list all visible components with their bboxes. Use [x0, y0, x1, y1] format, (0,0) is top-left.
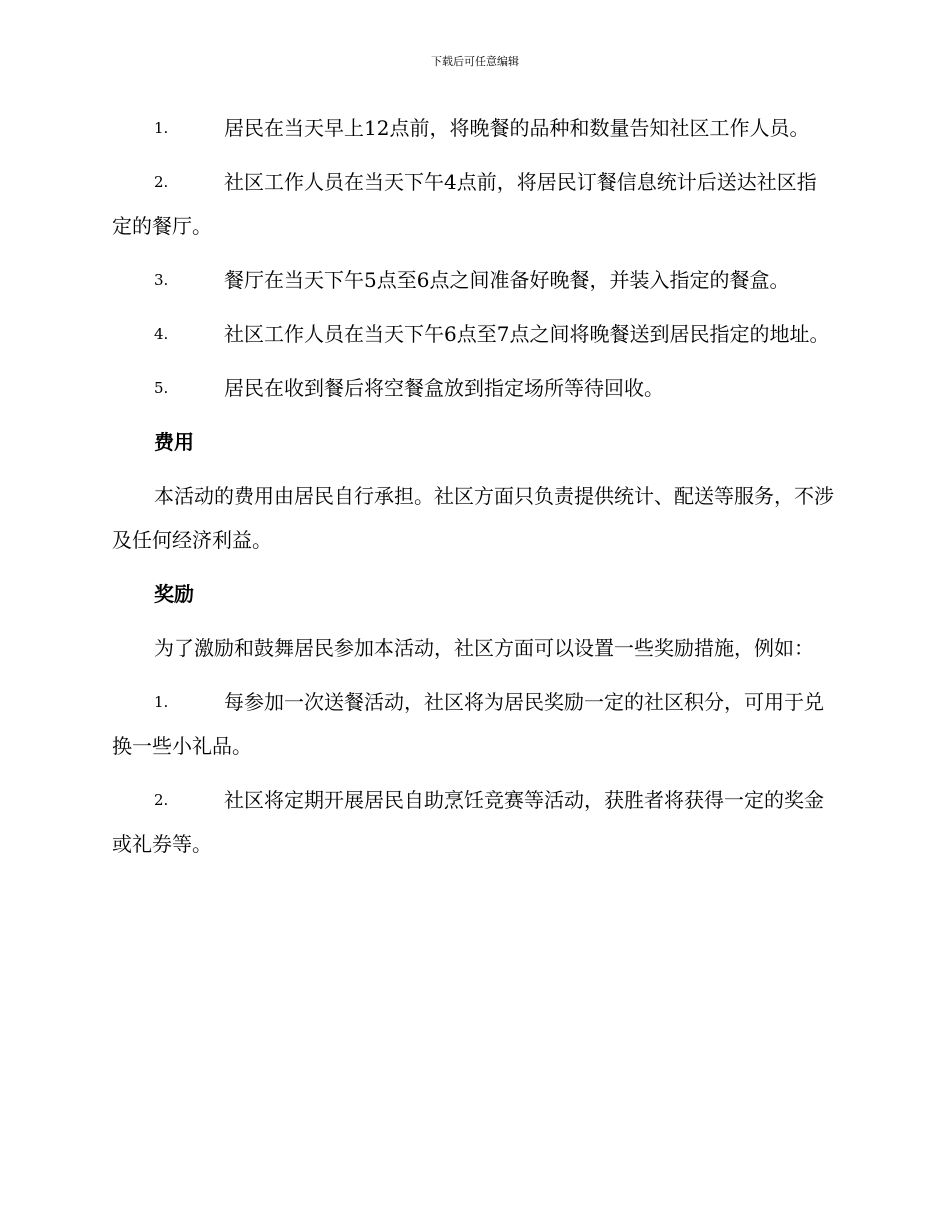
- list-text: 居民在当天早上12点前，将晚餐的品种和数量告知社区工作人员。: [224, 116, 810, 140]
- list-text: 社区将定期开展居民自助烹饪竞赛等活动，获胜者将获得一定的奖金或礼券等。: [112, 788, 824, 856]
- list-item: [112, 312, 836, 356]
- list-text: 每参加一次送餐活动，社区将为居民奖励一定的社区积分，可用于兑换一些小礼品。: [112, 690, 824, 758]
- reward-intro-paragraph: 为了激励和鼓舞居民参加本活动，社区方面可以设置一些奖励措施，例如：: [154, 636, 814, 660]
- cost-paragraph: 本活动的费用由居民自行承担。社区方面只负责提供统计、配送等服务，不涉及任何经济利益。: [112, 484, 834, 552]
- section-heading-cost: 费用: [154, 430, 194, 454]
- list-item: [112, 160, 836, 248]
- list-item: [112, 680, 836, 768]
- list-item: [112, 778, 836, 866]
- list-number: 2.: [154, 791, 169, 809]
- list-text: 居民在收到餐后将空餐盒放到指定场所等待回收。: [224, 376, 664, 400]
- section-heading-reward: 奖励: [154, 582, 194, 606]
- document-body: [112, 106, 836, 876]
- list-text: 社区工作人员在当天下午6点至7点之间将晚餐送到居民指定的地址。: [224, 322, 830, 346]
- list-number: 2.: [154, 173, 169, 191]
- page-header: 下载后可任意编辑: [431, 55, 519, 68]
- list-number: 4.: [154, 325, 169, 343]
- list-text: 社区工作人员在当天下午4点前，将居民订餐信息统计后送达社区指定的餐厅。: [112, 170, 817, 238]
- list-item: [112, 106, 836, 150]
- list-number: 1.: [154, 693, 169, 711]
- list-number: 1.: [154, 119, 169, 137]
- list-text: 餐厅在当天下午5点至6点之间准备好晚餐，并装入指定的餐盒。: [224, 268, 790, 292]
- list-number: 3.: [154, 271, 169, 289]
- list-item: [112, 366, 836, 410]
- list-number: 5.: [154, 379, 169, 397]
- list-item: [112, 258, 836, 302]
